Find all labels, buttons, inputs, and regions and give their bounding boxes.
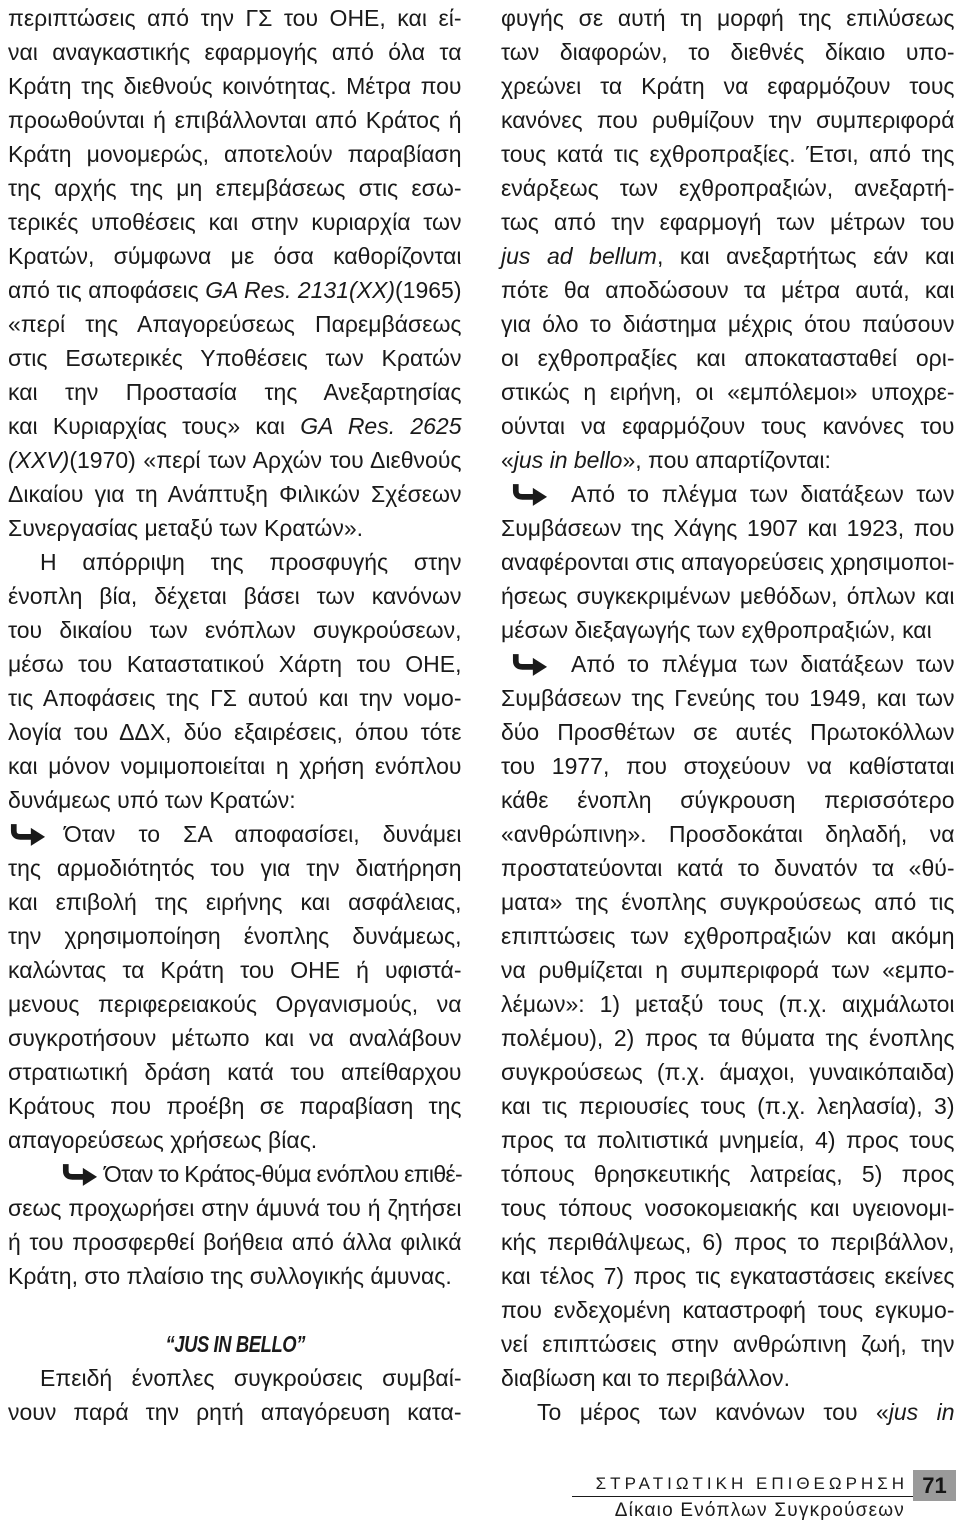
text-line: ένοπλη βία, δέχεται βάσει των κανόνων [8,583,462,609]
text-line [501,239,955,273]
text-line: Όταν το Κράτος-θύμα ενόπλου επιθέ- [8,1157,462,1191]
text-line: μέσων διεξαγωγής των εχθροπραξιών, και [501,617,932,643]
text-line: τερικές υποθέσεις και στην κυριαρχία των [8,209,462,235]
text-line [501,1395,955,1429]
text-line: ήσεως συγκεκριμένων μεθόδων, όπλων και [501,583,955,609]
text-line: συγκρούσεως (π.χ. άμαχοι, γυναικόπαιδα) [501,1059,955,1085]
paragraph [501,1,955,477]
text-segment: », που απαρτίζονται: [622,447,831,473]
paragraph [501,1395,955,1429]
text-line: Συμβάσεων της Γενεύης του 1949, και των [501,685,955,711]
text-line: της αρμοδιότητός του για την διατήρηση [8,855,462,881]
bullet-item [501,477,955,647]
text-line: ματα» της ένοπλης συγκρούσεως από τις [501,889,955,915]
text-line: και την Προστασία της Ανεξαρτησίας [8,379,462,405]
text-line: κάθε ένοπλη σύγκρουση περισσότερο [501,787,955,813]
text-line: αναφέρονται στις απαγορεύσεις χρησιμοποι- [501,549,955,575]
text-line: Από το πλέγμα των διατάξεων των [501,647,955,681]
text-segment: , και ανεξαρτήτως εάν και [656,243,955,269]
bullet-marker [8,817,64,851]
text-line: του 1977, που στοχεύουν να καθίσταται [501,753,955,779]
text-line: Κρατών, σύμφωνα με όσα καθορίζονται [8,243,462,269]
arrow-bullet-icon [512,653,548,676]
text-line: τως από την εφαρμογή των μέτρων του [501,209,955,235]
page-number: 71 [913,1470,956,1501]
text-segment: από τις αποφάσεις [8,277,206,303]
text-line [501,443,955,477]
text-line: τις Αποφάσεις της ΓΣ αυτού και την νομο- [8,685,462,711]
arrow-bullet-icon [62,1163,98,1186]
italic-text: (XXV) [8,447,70,473]
text-line: Κράτους που προέβη σε παραβίαση της [8,1093,462,1119]
text-line: «ανθρώπινη». Προσδοκάται δηλαδή, να [501,821,955,847]
text-line: Από το πλέγμα των διατάξεων των [501,477,955,511]
text-line: Συνεργασίας μεταξύ των Κρατών». [8,515,364,541]
section-title: Δίκαιο Ενόπλων Συγκρούσεων [614,1500,905,1521]
text-line: στρατιωτική δράση κατά του απείθαρχου [8,1059,462,1085]
text-line: κανόνες που ρυθμίζουν την συμπεριφορά [501,107,955,133]
text-segment: (1970) «περί των Αρχών του Διεθνούς [69,447,462,473]
text-line: για όλο το διάστημα μέχρις ότου παύσουν [501,311,955,337]
text-line: ή του προσφερθεί βοήθεια από άλλα φιλικά [8,1229,462,1255]
text-line: περιπτώσεις από την ΓΣ του ΟΗΕ, και εί- [8,5,462,31]
text-line: στικώς η ειρήνη, οι «εμπόλεμοι» υποχρε- [501,379,955,405]
text-segment: « [501,447,514,473]
right-column [501,1,955,1429]
text-line [8,273,462,307]
text-line: των διαφορών, το διεθνές δίκαιο υπο- [501,39,955,65]
text-line: του δικαίου των ενόπλων συγκρούσεων, [8,617,462,643]
section-heading-text: “JUS IN BELLO” [165,1331,305,1357]
text-line: ούνται να εφαρμόζουν τους κανόνες του [501,413,955,439]
paragraph [8,1361,462,1429]
bullet-marker [501,477,571,511]
text-line: καλώντας τα Κράτη του ΟΗΕ ή υφιστά- [8,957,462,983]
text-line: που ενδεχομένη καταστροφή τους εγκυμο- [501,1297,955,1323]
bullet-marker [8,1157,104,1191]
text-line: συγκροτήσουν μέτωπο και να αναλάβουν [8,1025,462,1051]
text-line: προστατεύονται κατά το δυνατόν τα «θύ- [501,855,955,881]
text-segment: (1965) [395,277,462,303]
text-line: Όταν το ΣΑ αποφασίσει, δυνάμει [8,817,462,851]
italic-text: jus in [888,1399,955,1425]
bullet-item [8,1157,462,1293]
italic-text: jus in bello [513,447,623,473]
text-line: πολέμου), 2) προς τα θύματα της ένοπλης [501,1025,955,1051]
paragraph [8,1,462,545]
text-line: δύο Προσθέτων σε αυτές Πρωτοκόλλων [501,719,955,745]
arrow-bullet-icon [10,823,46,846]
text-line: Κράτη, στο πλαίσιο της συλλογικής άμυνας. [8,1263,452,1289]
text-line: ενάρξεως των εχθροπραξιών, ανεξαρτή- [501,175,955,201]
italic-text: jus ad bellum [501,243,657,269]
bullet-item [501,647,955,1395]
text-line [8,443,462,477]
text-line: «περί της Απαγορεύσεως Παρεμβάσεως [8,311,462,337]
left-column [8,1,462,1429]
text-line: ναι αναγκαστικής εφαρμογής από όλα τα [8,39,462,65]
text-line: Συμβάσεων της Χάγης 1907 και 1923, που [501,515,955,541]
text-line: στις Εσωτερικές Υποθέσεις των Κρατών [8,345,462,371]
text-line: τους τόπους νοσοκομειακής και υγειονομι- [501,1195,955,1221]
text-line: να ρυθμίζεται η συμπεριφορά των «εμπο- [501,957,955,983]
text-line: μενους περιφερειακούς Οργανισμούς, να [8,991,462,1017]
text-line: της αρχής της μη επεμβάσεως στις εσω- [8,175,462,201]
paragraph [8,545,462,817]
text-line: Κράτη μονομερώς, αποτελούν παραβίαση [8,141,462,167]
text-line: προωθούνται ή επιβάλλονται από Κράτος ή [8,107,462,133]
text-line: Κράτη της διεθνούς κοινότητας. Μέτρα που [8,73,462,99]
text-line: και μόνον νομιμοποιείται η χρήση ενόπλου [8,753,462,779]
text-segment: Το μέρος των κανόνων του « [537,1399,889,1425]
text-line: επιπτώσεις των εχθροπραξιών και ακόμη [501,923,955,949]
text-line: και τέλος 7) προς τις εγκαταστάσεις εκείνες [501,1263,955,1289]
text-line: οι εχθροπραξίες και αποκατασταθεί ορι- [501,345,955,371]
bullet-marker [501,647,571,681]
italic-text: GA Res. 2625 [300,413,462,439]
arrow-bullet-icon [512,483,548,506]
text-line: και επιβολή της ειρήνης και ασφάλειας, [8,889,462,915]
text-line: λέμων»: 1) μεταξύ τους (π.χ. αιχμάλωτοι [501,991,955,1017]
text-line: μέσω του Καταστατικού Χάρτη του ΟΗΕ, [8,651,462,677]
text-line [8,409,462,443]
magazine-title: ΣΤΡΑΤΙΩΤΙΚΗ ΕΠΙΘΕΩΡΗΣΗ [595,1474,908,1493]
text-line: νεί επιπτώσεις στην ανθρώπινη ζωή, την [501,1331,955,1357]
text-line: τόπους θρησκευτικής λατρείας, 5) προς [501,1161,955,1187]
text-line: και τις περιουσίες τους (π.χ. λεηλασία), 3) [501,1093,955,1119]
section-heading [8,1327,462,1361]
text-line: Η απόρριψη της προσφυγής στην [40,549,462,575]
text-line: τους κατά τις εχθροπραξίες. Έτσι, από της [501,141,955,167]
text-line: κής περιθάλψεως, 6) προς το περιβάλλον, [501,1229,955,1255]
text-line: νουν παρά την ρητή απαγόρευση κατα- [8,1399,462,1425]
bullet-item [8,817,462,1157]
text-line: σεως προχωρήσει στην άμυνά του ή ζητήσει [8,1195,462,1221]
text-line: προς τα πολιτιστικά μνημεία, 4) προς τους [501,1127,955,1153]
text-line: την χρησιμοποίηση ένοπλης δυνάμεως, [8,923,462,949]
text-line: απαγορεύσεως χρήσεως βίας. [8,1127,318,1153]
text-line: χρεώνει τα Κράτη να εφαρμόζουν τους [501,73,955,99]
footer-rule [572,1496,913,1497]
text-line: πότε θα αποδώσουν τα μέτρα αυτά, και [501,277,955,303]
text-line: φυγής σε αυτή τη μορφή της επιλύσεως [501,5,955,31]
text-segment: και Κυριαρχίας τους» και [8,413,301,439]
text-line: Δικαίου για τη Ανάπτυξη Φιλικών Σχέσεων [8,481,462,507]
text-line: Επειδή ένοπλες συγκρούσεις συμβαί- [40,1365,462,1391]
text-line: δυνάμεως υπό των Κρατών: [8,787,296,813]
text-line: διαβίωση και το περιβάλλον. [501,1365,791,1391]
italic-text: GA Res. 2131(XX) [205,277,395,303]
text-line: λογία του ΔΔΧ, δύο εξαιρέσεις, όπου τότε [8,719,462,745]
